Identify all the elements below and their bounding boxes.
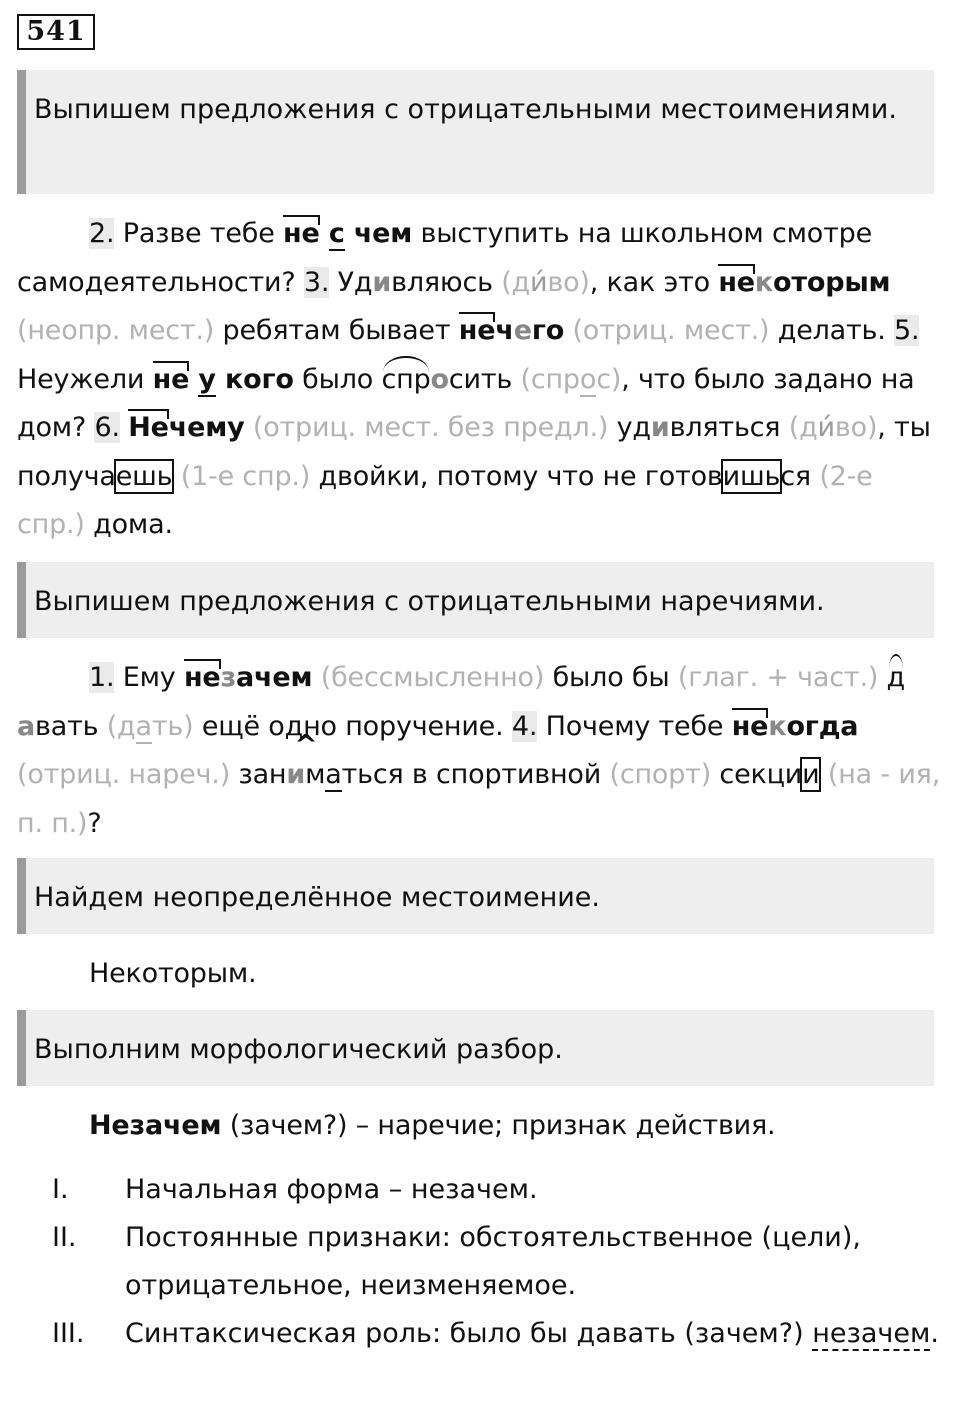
underlined-word: незачем bbox=[812, 1318, 931, 1349]
task-heading-1 bbox=[17, 70, 934, 194]
parse-word: Незачем bbox=[89, 1110, 222, 1141]
list-text: Постоянные признаки: обстоятельственное (цели), отрицательное, неизменяемое. bbox=[125, 1222, 861, 1301]
list-item bbox=[52, 1310, 942, 1358]
parse-rest: (зачем?) – наречие; признак действия. bbox=[221, 1110, 776, 1141]
task-text: Найдем неопределённое местоимение. bbox=[34, 882, 600, 913]
paragraph-pronouns: 2. Разве тебе не с чем выступить на школьном смотре самодеятельности? 3. Удивляюсь (ди́во), как это некоторым (неопр. мест.) ребятам бывает нечего (отриц. мест.) делать. 5. Неужели не у кого было спросить (спрос), что было задано на дом? 6. Нечему (отриц. мест. без предл.) удивляться (ди́во), ты получаешь (1-е спр.) двойки, потому что не готовишься (2-е спр.) дома. bbox=[17, 210, 942, 550]
list-number: II. bbox=[52, 1222, 77, 1253]
list-item bbox=[52, 1166, 942, 1214]
list-text: Начальная форма – незачем. bbox=[125, 1174, 538, 1205]
task-heading-3 bbox=[17, 858, 934, 934]
list-item bbox=[52, 1214, 942, 1310]
list-text: Синтаксическая роль: было бы давать (зачем?) bbox=[125, 1318, 813, 1349]
answer-text: Некоторым. bbox=[89, 958, 257, 989]
parse-list bbox=[52, 1166, 942, 1358]
list-number: I. bbox=[52, 1174, 69, 1205]
task-text: Выпишем предложения с отрицательными наречиями. bbox=[34, 586, 825, 617]
paragraph-adverbs: 1. Ему незачем (бессмысленно) было бы (глаг. + част.) давать (дать) ещё одно поручение. 4. Почему тебе некогда (отриц. нареч.) зан^ иматься в спортивной (спорт) секции (на - ия, п. п.)? bbox=[17, 654, 942, 848]
list-number: III. bbox=[52, 1318, 85, 1349]
final-dot: . bbox=[930, 1318, 939, 1349]
task-text: Выпишем предложения с отрицательными местоимениями. bbox=[34, 94, 897, 125]
task-heading-4 bbox=[17, 1010, 934, 1086]
exercise-number: 541 bbox=[17, 14, 95, 50]
task-heading-2 bbox=[17, 562, 934, 638]
list-text-wrap bbox=[125, 1310, 939, 1358]
task-text: Выполним морфологический разбор. bbox=[34, 1034, 563, 1065]
parse-heading bbox=[89, 1102, 960, 1151]
